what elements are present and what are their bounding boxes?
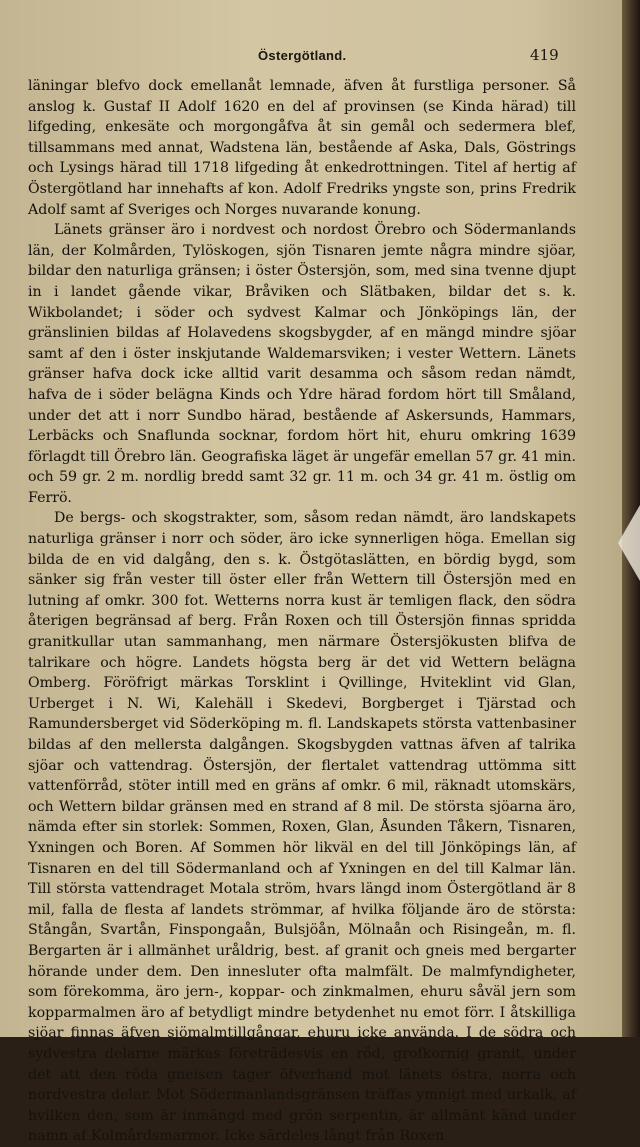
body-text bbox=[28, 76, 576, 1147]
paragraph-geography: De bergs- och skogstrakter, som, såsom redan nämdt, äro landskapets naturliga gränser i norr och söder, äro icke synnerligen höga. Emellan sig bilda de en vid dalgång, den s. k. Östgötaslätten, en bördig bygd, som sänker sig från vester till öster eller från Wettern till Östersjön med en lutning af omkr. 300 fot. Wetterns norra kust är temligen flack, den södra återigen begränsad af berg. Från Roxen och till Östersjön finnas spridda granitkullar utan sammanhang, men närmare Östersjökusten blifva de talrikare och högre. Landets högsta berg är det vid Wettern belägna Omberg. Föröfrigt märkas Torsklint i Qvillinge, Hviteklint vid Glan, Urberget i N. Wi, Kalehäll i Skedevi, Borgberget i Tjärstad och Ramundersberget vid Söderköping m. fl. Landskapets största vattenbasiner bildas af den mellersta dalgången. Skogsbygden vattnas äfven af talrika sjöar och vattendrag. Östersjön, der flertalet vattendrag uttömma sitt vattenförråd, stöter intill med en gräns af omkr. 6 mil, räknadt utomskärs, och Wettern bildar gränsen med en strand af 8 mil. De största sjöarna äro, nämda efter sin storlek: Sommen, Roxen, Glan, Åsunden Tåkern, Tisnaren, Yxningen och Boren. Af Sommen hör likväl en del till Jönköpings län, af Tisnaren en del till Södermanland och af Yxningen en del till Kalmar län. Till största vattendraget Motala ström, hvars längd inom Östergötland är 8 mil, falla de flesta af landets strömmar, af hvilka följande äro de största: Stångån, Svartån, Finspongaån, Bulsjöån, Mölnaån och Risingeån, m. fl. Bergarten är i allmänhet uråldrig, best. af granit och gneis med bergarter hörande under dem. Den innesluter ofta malmfält. De malmfyndigheter, som förekomma, äro jern-, koppar- och zinkmalmen, ehuru såväl jern som kopparmalmen äro af betydligt mindre betydenhet nu emot förr. I åtskilliga sjöar finnas äfven sjömalmtillgångar, ehuru icke använda. I de södra och sydvestra delarne märkas företrädesvis en röd, grofkornig granit, under det att den röda gneisen tager öfverhand mot länets östra, norra och nordvestra delar. Mot Södermanlandsgränsen träffas ymnigt med urkalk, af hvilken den, som är inmängd med grön serpentin, är allmänt känd under namn af Kolmårdsmarmor. Icke särdeles långt från Roxen bbox=[28, 510, 576, 1145]
paragraph-borders: Länets gränser äro i nordvest och nordost Örebro och Södermanlands län, der Kolmården, Tylöskogen, sjön Tisnaren jemte några mindre sjöar, bildar den naturliga gränsen; i öster Östersjön, som, med sina tvenne djupt in i landet gående vikar, Bråviken och Slätbaken, bildar det s. k. Wikbolandet; i söder och sydvest Kalmar och Jönköpings län, der gränslinien bildas af Holavedens skogsbygder, af en mängd mindre sjöar samt af den i öster inskjutande Waldemarsviken; i vester Wettern. Länets gränser hafva dock icke alltid varit desamma och såsom redan nämdt, hafva de i söder belägna Kinds och Ydre härad fordom hört till Småland, under det att i norr Sundbo härad, bestående af Askersunds, Hammars, Lerbäcks och Snaflunda socknar, fordom hört hit, ehuru omkring 1639 förlagdt till Örebro län. Geografiska läget är ungefär emellan 57 gr. 41 min. och 59 gr. 2 m. nordlig bredd samt 32 gr. 11 m. och 34 gr. 41 m. östlig om Ferrö. bbox=[28, 222, 576, 506]
running-title: Östergötland. bbox=[258, 48, 347, 63]
page-number: 419 bbox=[530, 46, 559, 64]
page-tab-marker bbox=[618, 505, 640, 581]
page-header bbox=[0, 48, 622, 70]
paragraph-continued: läningar blefvo dock emellanåt lemnade, äfven åt furstliga personer. Så anslog k. Gustaf II Adolf 1620 en del af provinsen (se Kinda härad) till lifgeding, enkesäte och morgongåfva åt sin gemål och sedermera blef, tillsammans med annat, Wadstena län, bestående af Aska, Dals, Göstrings och Lysings härad till 1718 lifgeding åt enkedrottningen. Titel af hertig af Östergötland har innehafts af kon. Adolf Fredriks yngste son, prins Fredrik Adolf samt af Sveriges och Norges nuvarande konung. bbox=[28, 78, 576, 218]
